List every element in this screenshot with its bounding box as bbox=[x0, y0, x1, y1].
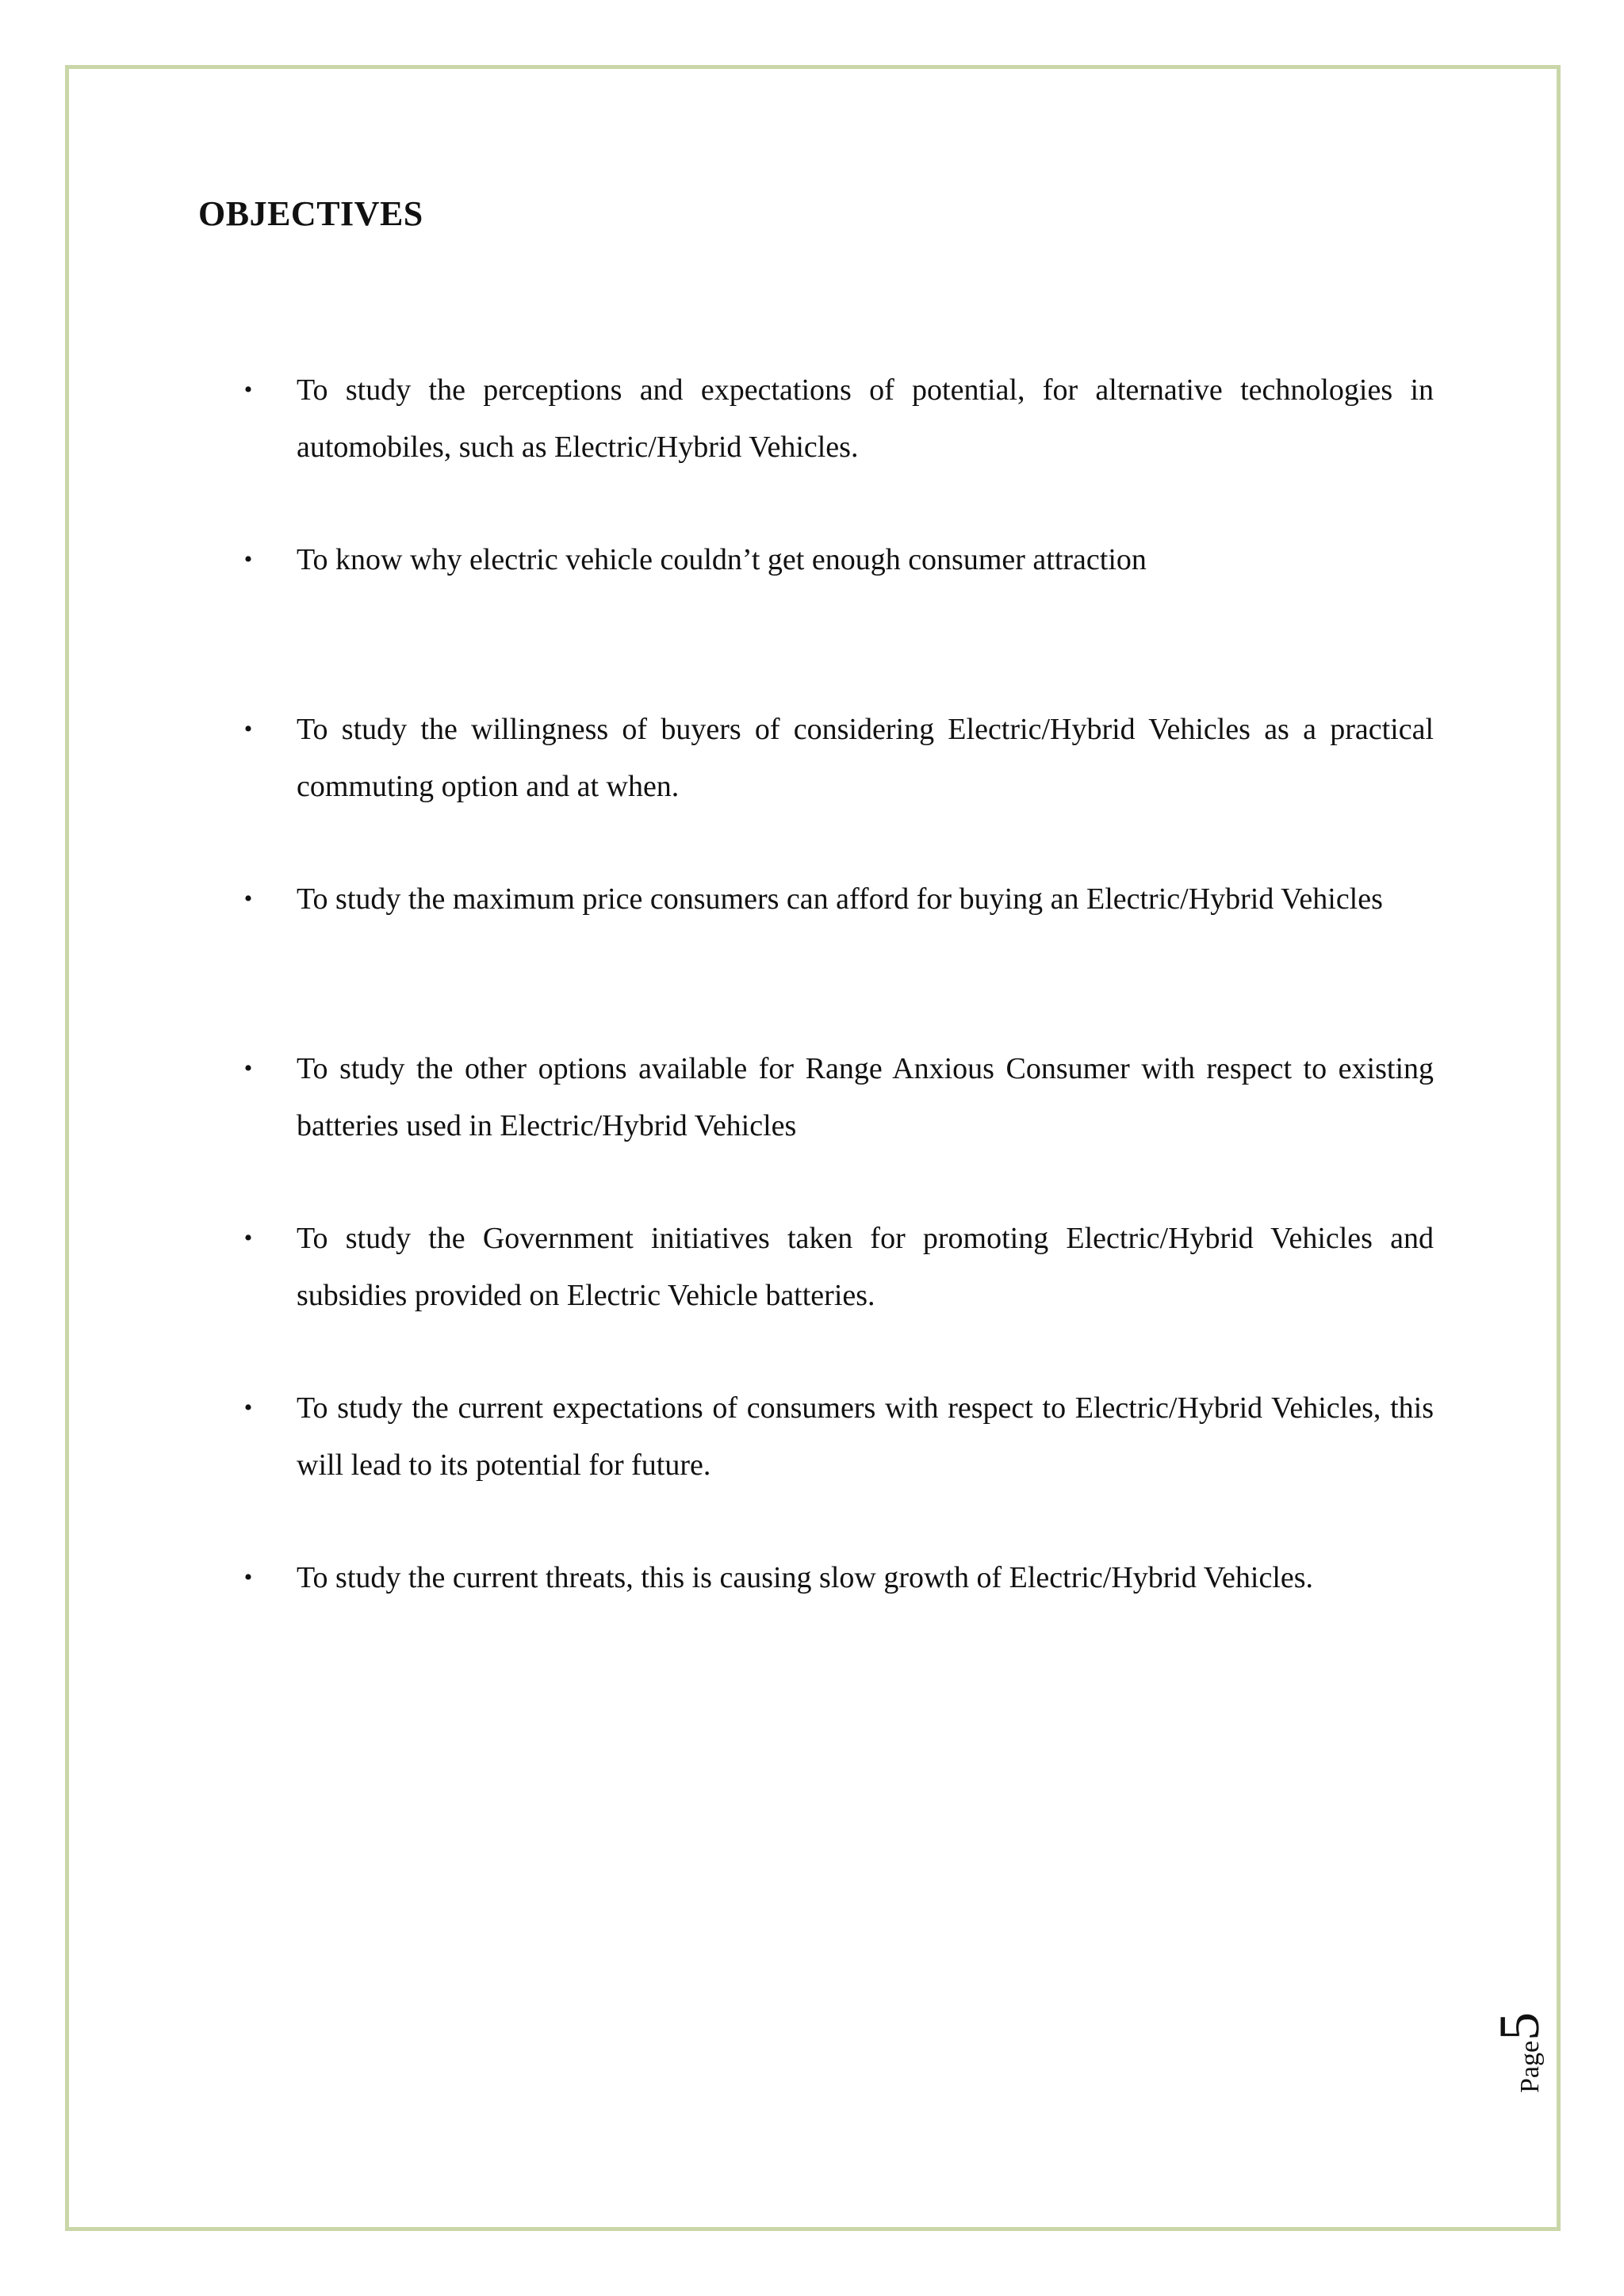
bullet-icon: • bbox=[243, 716, 253, 742]
page-heading: OBJECTIVES bbox=[198, 194, 423, 233]
objective-text: To study the willingness of buyers of considering Electric/Hybrid Vehicles as a practical commuting option and at when. bbox=[297, 713, 1434, 803]
bullet-icon: • bbox=[243, 1225, 253, 1251]
bullet-icon: • bbox=[243, 546, 253, 572]
page-number: 5 bbox=[1488, 2011, 1551, 2041]
objective-item bbox=[238, 1380, 1434, 1494]
objective-text: To study the Government initiatives taken for promoting Electric/Hybrid Vehicles and subsidies provided on Electric Vehicle batteries. bbox=[297, 1222, 1434, 1312]
bullet-icon: • bbox=[243, 1055, 253, 1081]
objective-text: To study the other options available for Range Anxious Consumer with respect to existing batteries used in Electric/Hybrid Vehicles bbox=[297, 1052, 1434, 1142]
objective-item bbox=[238, 362, 1434, 476]
bullet-icon: • bbox=[243, 1395, 253, 1421]
objective-text: To study the current threats, this is causing slow growth of Electric/Hybrid Vehicles. bbox=[297, 1561, 1314, 1594]
objective-item bbox=[238, 871, 1434, 928]
objective-item bbox=[238, 1210, 1434, 1324]
objective-item bbox=[238, 1549, 1434, 1606]
bullet-icon: • bbox=[243, 1564, 253, 1590]
objective-text: To study the maximum price consumers can afford for buying an Electric/Hybrid Vehicles bbox=[297, 882, 1383, 916]
objective-item bbox=[238, 701, 1434, 815]
objective-text: To know why electric vehicle couldn’t get enough consumer attraction bbox=[297, 543, 1147, 576]
page-footer bbox=[1488, 1990, 1554, 2093]
objective-item bbox=[238, 1040, 1434, 1154]
objective-item bbox=[238, 531, 1434, 588]
page-label: Page bbox=[1515, 2040, 1545, 2093]
bullet-icon: • bbox=[243, 377, 253, 403]
bullet-icon: • bbox=[243, 886, 253, 912]
objective-text: To study the perceptions and expectations of potential, for alternative technologies in automobiles, such as Electric/Hybrid Vehicles. bbox=[297, 373, 1434, 464]
page-number-block bbox=[1488, 2011, 1551, 2093]
objective-text: To study the current expectations of consumers with respect to Electric/Hybrid Vehicles, this will lead to its potential for future. bbox=[297, 1391, 1434, 1482]
